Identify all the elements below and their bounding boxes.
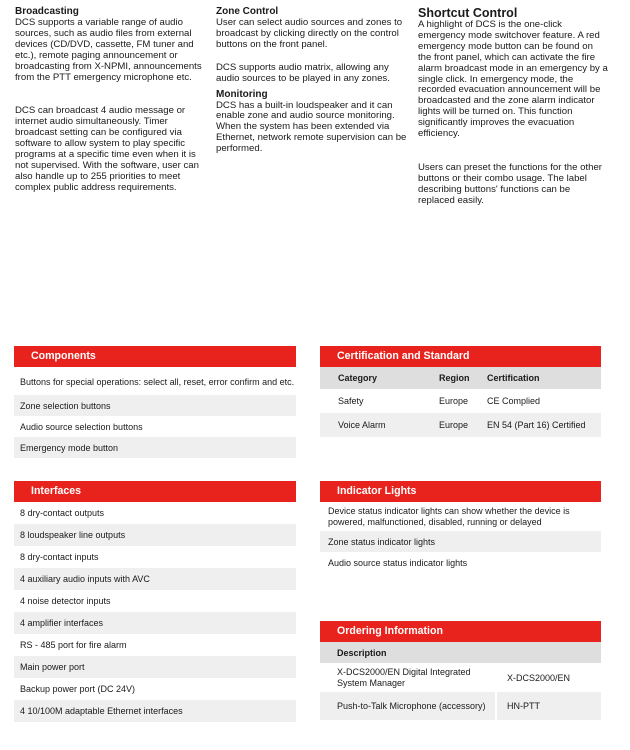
components-item [14, 437, 296, 458]
cell-category: Safety [338, 396, 364, 406]
monitoring-paragraph: DCS has a built-in loudspeaker and it can enable zone and audio source monitoring. When the system has been extended via Ethernet, network remote supervision can be performed. [216, 99, 407, 155]
interfaces-item [14, 634, 296, 656]
cell-category: Voice Alarm [338, 420, 386, 430]
ordering-code: X-DCS2000/EN [507, 672, 571, 683]
ordering-title: Ordering Information [320, 621, 601, 642]
indicator-item [320, 552, 601, 573]
indicator-item [320, 502, 601, 531]
indicator-item-text: Zone status indicator lights [328, 536, 436, 547]
certification-table [320, 367, 601, 437]
components-panel [14, 346, 296, 458]
header-category: Category [320, 367, 435, 389]
components-item [14, 367, 296, 395]
zone-control-title: Zone Control [216, 6, 279, 17]
ordering-header-description: Description [320, 642, 601, 663]
interfaces-item-text: Main power port [20, 662, 85, 672]
interfaces-item [14, 612, 296, 634]
interfaces-item [14, 700, 296, 722]
broadcasting-title: Broadcasting [15, 6, 79, 17]
broadcasting-section [15, 6, 210, 194]
indicator-lights-panel [320, 481, 601, 573]
header-region: Region [435, 367, 483, 389]
cell-certification: EN 54 (Part 16) Certified [487, 420, 586, 430]
components-item [14, 416, 296, 437]
ordering-table [320, 642, 601, 720]
interfaces-item [14, 546, 296, 568]
interfaces-item-text: RS - 485 port for fire alarm [20, 640, 127, 650]
interfaces-title: Interfaces [14, 481, 296, 502]
shortcut-control-section [418, 6, 608, 207]
shortcut-control-paragraph-2: Users can preset the functions for the other buttons or their combo usage. The label describing buttons' functions can be replaced easily. [418, 161, 602, 206]
cell-certification: CE Complied [487, 396, 541, 406]
interfaces-item-text: 4 noise detector inputs [20, 596, 111, 606]
zone-control-section [216, 6, 409, 155]
interfaces-item-text: 4 auxiliary audio inputs with AVC [20, 574, 150, 584]
zone-control-paragraph-1: User can select audio sources and zones to broadcast by clicking directly on the control buttons on the front panel. [216, 17, 403, 50]
header-certification: Certification [483, 367, 601, 389]
table-row [320, 692, 601, 720]
shortcut-control-paragraph-1: A highlight of DCS is the one-click emergency mode switchover feature. A red emergency mode button can be found on the front panel, which can activate the fire alarm broadcast mode in an emergency by a single click. In emergency mode, the recorded evacuation announcement will be broadcasted and the zone alarm indicator lights will be turned on. This function significantly improves the evacuation efficiency. [418, 19, 608, 140]
indicator-lights-title: Indicator Lights [320, 481, 601, 502]
ordering-description: Push-to-Talk Microphone (accessory) [320, 692, 496, 720]
table-row [320, 663, 601, 692]
ordering-description: X-DCS2000/EN Digital Integrated System Manager [320, 663, 496, 692]
cell-region: Europe [439, 396, 469, 406]
certification-header-row [320, 367, 601, 389]
interfaces-item-text: 4 amplifier interfaces [20, 618, 104, 628]
interfaces-item [14, 590, 296, 612]
table-row [320, 389, 601, 413]
indicator-item-text: Device status indicator lights can show whether the device is powered, malfunctioned, disabled, running or delayed [328, 505, 570, 527]
certification-title: Certification and Standard [320, 346, 601, 367]
interfaces-item-text: Backup power port (DC 24V) [20, 684, 136, 694]
ordering-header-row [320, 642, 601, 663]
interfaces-item-text: 4 10/100M adaptable Ethernet interfaces [20, 706, 183, 716]
ordering-panel [320, 621, 601, 720]
cell-region: Europe [439, 420, 469, 430]
interfaces-item [14, 656, 296, 678]
components-item-text: Zone selection buttons [20, 400, 111, 411]
interfaces-item-text: 8 dry-contact outputs [20, 508, 105, 518]
zone-control-paragraph-2: DCS supports audio matrix, allowing any audio sources to be played in any zones. [216, 61, 390, 84]
components-title: Components [14, 346, 296, 367]
interfaces-item [14, 502, 296, 524]
indicator-item-text: Audio source status indicator lights [328, 557, 468, 568]
broadcasting-paragraph-1: DCS supports a variable range of audio sources, such as audio files from external devices (CD/DVD, cassette, FM tuner and etc.), remote paging announcement or broadcasting from X-NPMI, announcements from the PTT emergency microphone etc. [15, 17, 202, 83]
certification-panel [320, 346, 601, 437]
shortcut-control-title: Shortcut Control [418, 6, 518, 20]
interfaces-item-text: 8 dry-contact inputs [20, 552, 99, 562]
components-item-text: Audio source selection buttons [20, 421, 143, 432]
components-item [14, 395, 296, 416]
components-item-text: Buttons for special operations: select all, reset, error confirm and etc. [20, 377, 295, 387]
broadcasting-paragraph-2: DCS can broadcast 4 audio message or internet audio simultaneously. Timer broadcast setting can be configured via software to allow system to play specific programs at a specific time even when it is not supervised. With the software, user can also handle up to 255 priorities to meet complex public address requirements. [15, 105, 199, 193]
components-item-text: Emergency mode button [20, 442, 119, 453]
indicator-item [320, 531, 601, 552]
interfaces-item [14, 524, 296, 546]
ordering-code: HN-PTT [507, 701, 540, 711]
table-row [320, 413, 601, 437]
interfaces-item-text: 8 loudspeaker line outputs [20, 530, 126, 540]
interfaces-item [14, 678, 296, 700]
monitoring-title: Monitoring [216, 88, 268, 100]
interfaces-item [14, 568, 296, 590]
interfaces-panel [14, 481, 296, 722]
